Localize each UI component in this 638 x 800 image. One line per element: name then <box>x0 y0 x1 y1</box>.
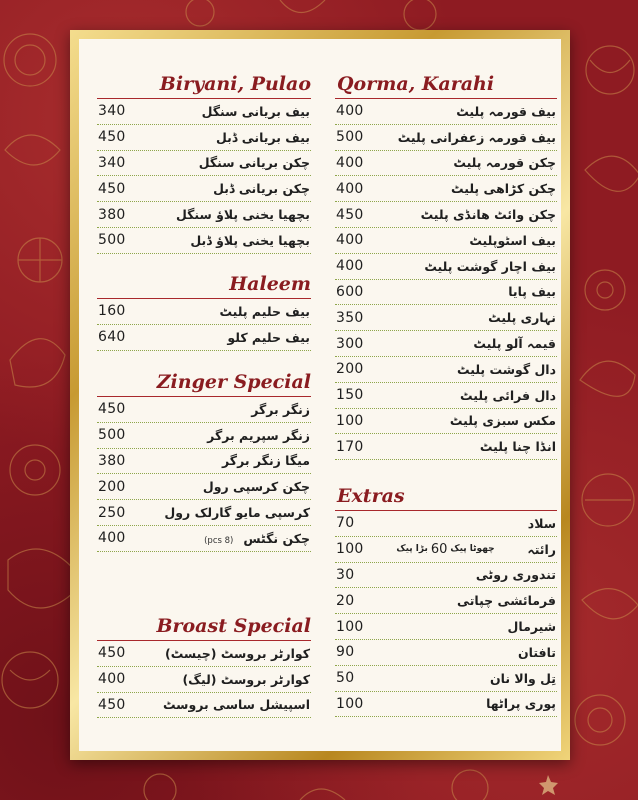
item-name: بیف بریانی ڈبل <box>215 129 310 145</box>
menu-item <box>97 500 311 526</box>
section-extras <box>335 481 557 717</box>
item-price: 450 <box>98 401 126 418</box>
item-price: 600 <box>336 283 364 300</box>
item-name: تندوری روٹی <box>475 567 556 583</box>
item-name: نہاری پلیٹ <box>488 310 556 326</box>
section-title: Broast Special <box>97 611 311 641</box>
item-price: 400 <box>336 232 364 249</box>
menu-frame <box>70 30 570 760</box>
menu-item <box>335 409 557 435</box>
item-name: فرمائشی چپاتی <box>457 593 556 609</box>
menu-item <box>335 280 557 306</box>
pack-sizes <box>396 542 494 557</box>
item-price: 400 <box>336 258 364 275</box>
item-note: (8 pcs) <box>204 535 234 546</box>
item-price: 400 <box>336 154 364 171</box>
item-price: 20 <box>336 592 355 609</box>
item-price: 380 <box>98 452 126 469</box>
small-pack-price: 60 <box>430 541 448 557</box>
item-price: 400 <box>98 530 126 547</box>
item-name: چکن بریانی ڈبل <box>213 181 310 197</box>
item-price: 400 <box>98 671 126 688</box>
item-price: 450 <box>98 645 126 662</box>
small-pack-label: چھوٹا پیک <box>450 544 495 555</box>
item-price: 100 <box>336 695 364 712</box>
menu-item <box>97 325 311 351</box>
menu-item <box>97 299 311 325</box>
item-name: چکن کڑاھی پلیٹ <box>450 181 556 197</box>
item-price: 640 <box>98 329 126 346</box>
item-price: 450 <box>98 696 126 713</box>
item-name: چکن کرسپی رول <box>202 479 310 495</box>
item-price: 500 <box>98 427 126 444</box>
section-title: Haleem <box>97 269 311 299</box>
item-name: مکس سبزی پلیٹ <box>449 413 556 429</box>
menu-item <box>97 151 311 177</box>
item-name: بیف پایا <box>508 284 556 300</box>
item-name: پوری پراٹھا <box>486 696 556 712</box>
section-title: Extras <box>335 481 557 511</box>
item-name: چکن بریانی سنگل <box>198 155 310 171</box>
menu-item <box>335 331 557 357</box>
menu-item <box>335 614 557 640</box>
section-title: Qorma, Karahi <box>335 69 557 99</box>
item-name: شیرمال <box>507 619 556 635</box>
menu-item <box>335 176 557 202</box>
menu-item <box>97 423 311 449</box>
item-price: 500 <box>98 232 126 249</box>
item-price: 160 <box>98 303 126 320</box>
item-price: 400 <box>336 103 364 120</box>
item-name: کوارٹر بروسٹ (چیسٹ) <box>164 645 310 661</box>
menu-item <box>97 667 311 693</box>
item-price: 30 <box>336 566 355 583</box>
item-name: چکن قورمہ پلیٹ <box>453 155 556 171</box>
item-name: بیف قورمہ پلیٹ <box>456 103 556 119</box>
menu-item <box>97 641 311 667</box>
item-price: 300 <box>336 335 364 352</box>
item-name: بیف اسٹوپلیٹ <box>469 232 556 248</box>
item-price: 450 <box>336 206 364 223</box>
item-name: تِل والا نان <box>490 670 556 686</box>
menu-item <box>97 474 311 500</box>
section-qorma <box>335 69 557 460</box>
menu-item <box>335 511 557 537</box>
large-pack-label: بڑا پیک <box>396 544 428 555</box>
menu-item <box>97 397 311 423</box>
menu-item <box>335 692 557 718</box>
item-name: زنگر سپریم برگر <box>207 427 310 443</box>
item-price: 90 <box>336 644 355 661</box>
menu-item <box>335 640 557 666</box>
menu-item <box>97 202 311 228</box>
section-title: Zinger Special <box>97 367 311 397</box>
item-name: میگا زنگر برگر <box>222 453 310 469</box>
item-price: 70 <box>336 515 355 532</box>
section-biryani <box>97 69 311 254</box>
item-name <box>204 531 310 546</box>
item-name: بیف حلیم پلیٹ <box>219 303 310 319</box>
item-price: 350 <box>336 309 364 326</box>
section-broast <box>97 611 311 718</box>
item-name: کوارٹر بروسٹ (لیگ) <box>182 671 310 687</box>
item-name: انڈا چنا پلیٹ <box>479 439 556 455</box>
menu-item <box>97 228 311 254</box>
item-name: رائتہ <box>527 541 556 557</box>
item-name: بیف اچار گوشت پلیٹ <box>424 258 556 274</box>
menu-item <box>97 176 311 202</box>
item-price: 340 <box>98 103 126 120</box>
item-name: دال گوشت پلیٹ <box>456 361 556 377</box>
item-name: بیف قورمہ زعفرانی پلیٹ <box>397 129 556 145</box>
menu-item <box>335 537 557 563</box>
item-price: 340 <box>98 154 126 171</box>
item-price: 380 <box>98 206 126 223</box>
menu-item <box>335 125 557 151</box>
item-price: 100 <box>336 541 364 558</box>
item-name-text: چکن نگٹس <box>243 530 310 546</box>
menu-item <box>335 563 557 589</box>
item-price: 170 <box>336 438 364 455</box>
menu-item <box>335 202 557 228</box>
section-title: Biryani, Pulao <box>97 69 311 99</box>
item-name: تافتان <box>517 644 556 660</box>
item-name: چکن وائٹ ھانڈی پلیٹ <box>420 207 556 223</box>
menu-item <box>335 357 557 383</box>
item-price: 150 <box>336 387 364 404</box>
menu-item <box>97 449 311 475</box>
item-price: 100 <box>336 412 364 429</box>
menu-item <box>335 99 557 125</box>
item-name: زنگر برگر <box>251 401 310 417</box>
section-haleem <box>97 269 311 351</box>
item-price: 450 <box>98 180 126 197</box>
item-name: دال فرائی پلیٹ <box>460 387 556 403</box>
item-name: کرسپی مایو گارلک رول <box>164 505 310 521</box>
item-price: 100 <box>336 618 364 635</box>
menu-item <box>97 693 311 719</box>
item-price: 200 <box>336 361 364 378</box>
menu-item <box>335 588 557 614</box>
item-name: بچھیا یخنی پلاؤ ڈبل <box>190 232 310 248</box>
item-name: بیف بریانی سنگل <box>201 103 310 119</box>
item-price: 500 <box>336 129 364 146</box>
menu-item <box>97 99 311 125</box>
menu-item <box>335 228 557 254</box>
item-name: قیمہ آلو پلیٹ <box>473 336 556 352</box>
menu-item <box>97 526 311 552</box>
item-price: 50 <box>336 670 355 687</box>
menu-item <box>335 254 557 280</box>
menu-item <box>335 151 557 177</box>
menu-paper <box>79 39 561 751</box>
item-price: 450 <box>98 129 126 146</box>
item-price: 400 <box>336 180 364 197</box>
menu-item <box>335 434 557 460</box>
menu-item <box>335 383 557 409</box>
item-name: اسپیشل ساسی بروسٹ <box>162 697 310 713</box>
item-price: 200 <box>98 478 126 495</box>
menu-item <box>335 666 557 692</box>
item-name: بیف حلیم کلو <box>227 329 310 345</box>
menu-item <box>97 125 311 151</box>
menu-item <box>335 305 557 331</box>
item-name: بچھیا یخنی پلاؤ سنگل <box>175 207 310 223</box>
section-zinger <box>97 367 311 552</box>
item-price: 250 <box>98 504 126 521</box>
item-name: سلاد <box>527 515 556 531</box>
